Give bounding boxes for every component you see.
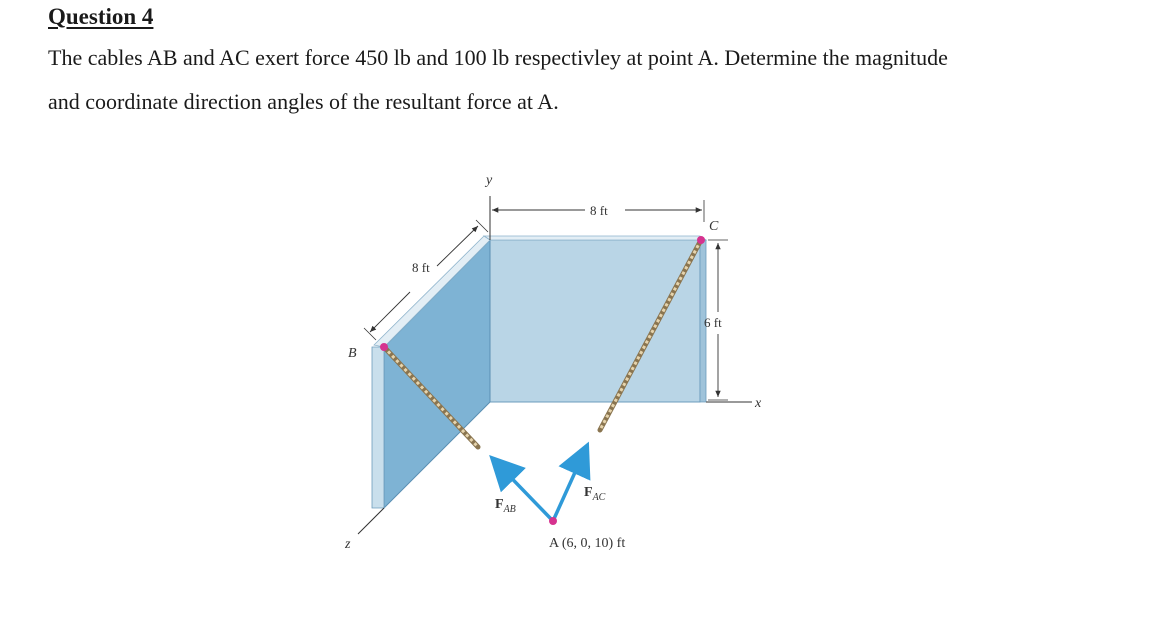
question-text-line-1: The cables AB and AC exert force 450 lb and 100 lb respectivley at point A. Determine the magnitude	[48, 45, 948, 70]
back-wall-top-edge	[484, 236, 706, 240]
force-ab-label	[495, 497, 516, 515]
force-ac-label-main: F	[584, 485, 593, 500]
dim-right-label: 6 ft	[704, 315, 722, 330]
z-axis	[358, 508, 384, 534]
dim-left-ext-2	[364, 328, 376, 340]
z-axis-label: z	[345, 537, 351, 552]
y-axis-label: y	[486, 173, 493, 188]
point-a-marker	[549, 517, 557, 525]
side-wall-front-edge	[372, 347, 384, 508]
point-c-label: C	[709, 219, 719, 234]
force-ac-label-sub: AC	[592, 492, 606, 503]
force-ab-label-sub: AB	[503, 504, 516, 515]
x-axis-label: x	[755, 396, 762, 411]
back-wall	[490, 240, 700, 402]
force-ab-label-main: F	[495, 497, 504, 512]
dim-left-label: 8 ft	[412, 260, 430, 275]
point-c-marker	[697, 236, 705, 244]
point-b-label: B	[348, 346, 357, 361]
question-text-line-2: and coordinate direction angles of the resultant force at A.	[48, 89, 559, 114]
force-ac-arrow	[553, 448, 586, 521]
question-title: Question 4	[48, 4, 154, 29]
point-b-marker	[380, 343, 388, 351]
point-a-label: A (6, 0, 10) ft	[549, 536, 626, 551]
side-wall	[384, 240, 490, 508]
force-ac-label	[584, 485, 606, 503]
dim-top-label: 8 ft	[590, 203, 608, 218]
